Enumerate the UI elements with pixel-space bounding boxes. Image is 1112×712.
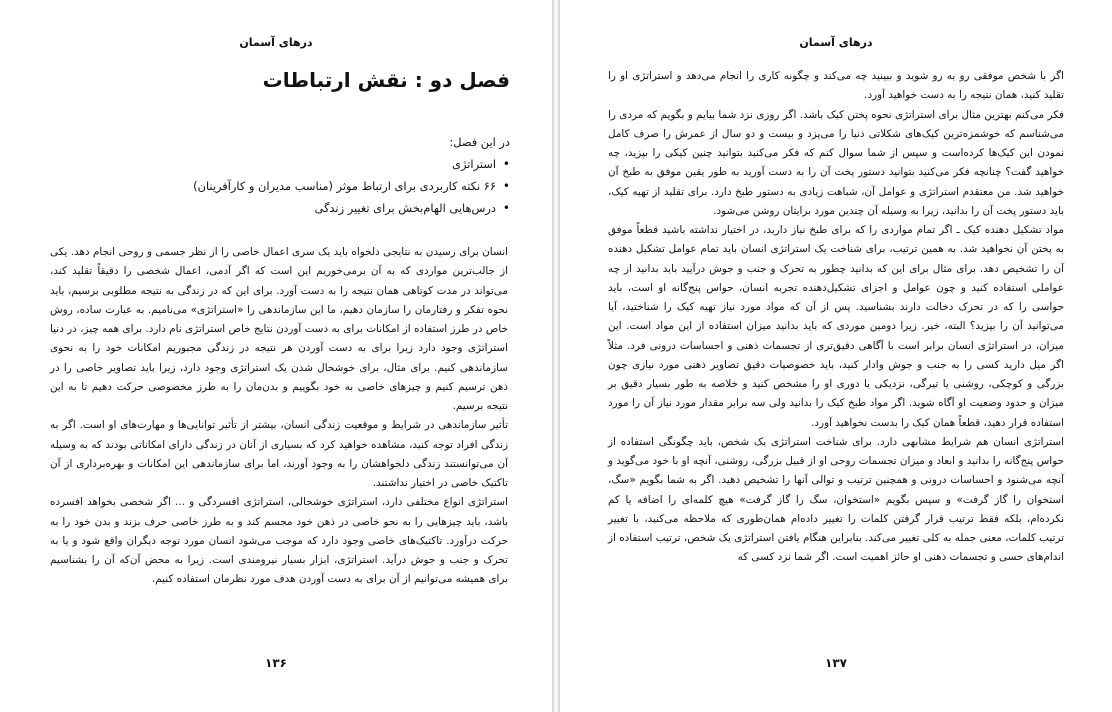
paragraph: اگر با شخص موفقی رو به رو شوید و ببینید چه می‌کند و چگونه کاری را انجام می‌دهد و استراتژی او را تقلید کنید، همان نتیجه را به دست خواهید آورد. xyxy=(608,70,1064,102)
page-number: ۱۳۷ xyxy=(825,656,847,670)
contents-label: در این فصل: xyxy=(449,135,510,149)
contents-list xyxy=(50,153,510,219)
paragraph: انسان برای رسیدن به نتایجی دلخواه باید یک سری اعمال خاصی را از نظر جسمی و روحی انجام دهد. یکی از جالب‌ترین مواردی که به آن برمی‌خوریم این است که اگر آدمی، اعمال شخصی را دقیقاً تقلید کند، می‌تواند در مدت کوتاهی همان نتیجه را به دست آورد. برای این که در زندگی به نتیجه مطلوبی برسیم، باید نحوه تفکر و رفتارمان را سازمان دهیم، ما این سازماندهی را «استراتژی» می‌نامیم. به عبارت ساده، روش خاص در طرز استفاده از امکانات برای به دست آوردن نتایج خاص استراتژی نام دارد. برای همه چیز، در دنیا استراتژی وجود دارد زیرا برای به دست آوردن هر نتیجه در زندگی مجبوریم امکانات خود را به نحوی سازماندهی کنیم. برای مثال، برای خوشحال شدن یک استراتژی وجود دارد، زیرا باید تصاویر خاصی را در ذهن ترسیم کنیم و چیزهای خاصی به خود بگوییم و بدن‌مان را به طرز مخصوصی حرکت دهیم تا به این نتیجه برسیم. xyxy=(50,246,508,412)
book-gutter xyxy=(552,0,560,712)
paragraph: استراتژی انسان هم شرایط مشابهی دارد. برای شناخت استراتژی یک شخص، باید چگونگی استفاده از حواس پنج‌گانه را بدانید و ابعاد و میزان تجسمات روحی او از قبیل بزرگی، روشنی، آنچه او با خود می‌گوید و آنچه می‌شنود و احساسات درونی و همچنین ترتیب و توالی آنها را تشخیص دهید. اگر به شما بگویم «سگ، استخوان را گاز گرفت» و سپس بگویم «استخوان، سگ را گاز گرفت» هیچ کلمه‌ای را اضافه یا کم نکرده‌ام، بلکه فقط ترتیب قرار گرفتن کلمات را تغییر داده‌ام همان‌طوری که ملاحظه می‌کنید، با تغییر ترتیب کلمات، معنی جمله به کلی تغییر می‌کند. بنابراین هنگام یافتن استراتژی یک شخص، ترتیب استفاده از اندام‌های حسی و تجسمات ذهنی او حائز اهمیت است. اگر شما نزد کسی که xyxy=(607,435,1064,564)
right-page xyxy=(560,0,1112,712)
running-header: درهای آسمان xyxy=(799,36,873,49)
paragraph: تأثیر سازماندهی در شرایط و موقعیت زندگی انسان، بیشتر از تأثیر توانایی‌ها و مهارت‌های او است. اگر به زندگی افراد توجه کنید، مشاهده خواهید کرد که بسیاری از آنان در زندگی دارای امکاناتی بودند که به وسیله آن می‌توانستند زندگی دلخواهشان را به وجود آورند، اما برای سازماندهی این امکانات و بهره‌برداری از آن تاکتیک خاصی در اختیار نداشتند. xyxy=(50,419,508,489)
contents-item: • ۶۶ نکته کاربردی برای ارتباط موثر (مناسب مدیران و کارآفرینان) xyxy=(50,175,496,197)
running-header: درهای آسمان xyxy=(239,36,313,49)
paragraph: مواد تشکیل دهنده کیک ـ اگر تمام مواردی را که برای طبخ نیاز دارید، در اختیار نداشته باشید قطعاً موفق به پختن آن نخواهید شد. به همین ترتیب، برای شناخت یک استراتژی انسان باید تمام عوامل تشکیل دهنده آن را تشخیص دهد. برای مثال برای این که بدانید چطور به تحرک و جنب و جوش درآیید باید بدانید از چه عواملی استفاده کنید و چون عوامل و اجزای تشکیل‌دهنده تجربه انسان، حواس پنج‌گانه او است، باید حواسی را که در تحرک دخالت دارند بشناسید. پس از آن که مواد مورد نیاز تهیه کیک را شناختید، آیا می‌توانید آن را بپزید؟ البته، خیر. زیرا دومین موردی که باید بدانید میزان استفاده از این مواد است. این میزان، در استراتژی انسان برابر است با آگاهی دقیق‌تری از تجسمات ذهنی و احساسات درونی فرد. مثلاً اگر میل دارید کسی را به جنب و جوش وادار کنید، باید خصوصیات دقیق تصاویر ذهنی مورد نیازی چون بزرگی و کوچکی، روشنی یا تیرگی، نزدیکی یا دوری او را مشخص کنید و خلاصه به طور بسیار دقیق بر میزان و حدود وضعیت او آگاه شوید. اگر مواد طبخ کیک را بدانید ولی سه برابر مقدار مورد نیاز آن را مورد استفاده قرار دهید، قطعاً همان کیک را بدست نخواهید آورد. xyxy=(608,224,1064,429)
body-text xyxy=(608,67,1064,568)
chapter-contents xyxy=(50,131,510,219)
contents-item: • استراتژی xyxy=(50,153,496,175)
paragraph: فکر می‌کنم بهترین مثال برای استراتژی نحوه پختن کیک باشد. اگر روزی نزد شما بیایم و بگویم که مردی را می‌شناسم که خوشمزه‌ترین کیک‌های شکلاتی دنیا را می‌پزد و بیست و دو سال از عمرش را صرف کامل نمودن این کیک‌ها کرده‌است و سپس از شما سوال کنم که فکر می‌کنید بتوانید چنین کیکی را بپزید، چه خواهید گفت؟ چنانچه فکر می‌کنید بتوانید دستور پخت آن را به دست آورید به طور یقین موفق به طبخ آن خواهید شد. من معتقدم استراتژی و عوامل آن، شباهت زیادی به دستور طبخ دارد. برای تقلید از تهیه کیک، باید دستور پخت آن را بدانید، زیرا به وسیله آن چندین مورد برایتان روشن می‌شود. xyxy=(608,108,1064,217)
body-text xyxy=(50,243,508,590)
chapter-title: فصل دو : نقش ارتباطات xyxy=(262,68,510,92)
paragraph: استراتژی انواع مختلفی دارد، استراتژی خوشحالی، استراتژی افسردگی و ... اگر شخصی بخواهد افسرده باشد، باید چیزهایی را به نحو خاصی در ذهن خود مجسم کند و به طرز خاصی حرف بزند و بدن خود را به حرکت درآورد. تاکتیک‌های خاصی وجود دارد که موجب می‌شود انسان مورد توجه دیگران واقع شود و یا به تحرک و جنب و جوش درآید. استراتژی، ابزار بسیار نیرومندی است. زیرا به محض آن‌که آن را بشناسیم برای همیشه می‌توانیم از آن برای به دست آوردن هدف مورد نظرمان استفاده کنیم. xyxy=(50,496,508,586)
page-number: ۱۳۶ xyxy=(265,656,287,670)
contents-item: • درس‌هایی الهام‌بخش برای تغییر زندگی xyxy=(50,197,496,219)
left-page xyxy=(0,0,552,712)
